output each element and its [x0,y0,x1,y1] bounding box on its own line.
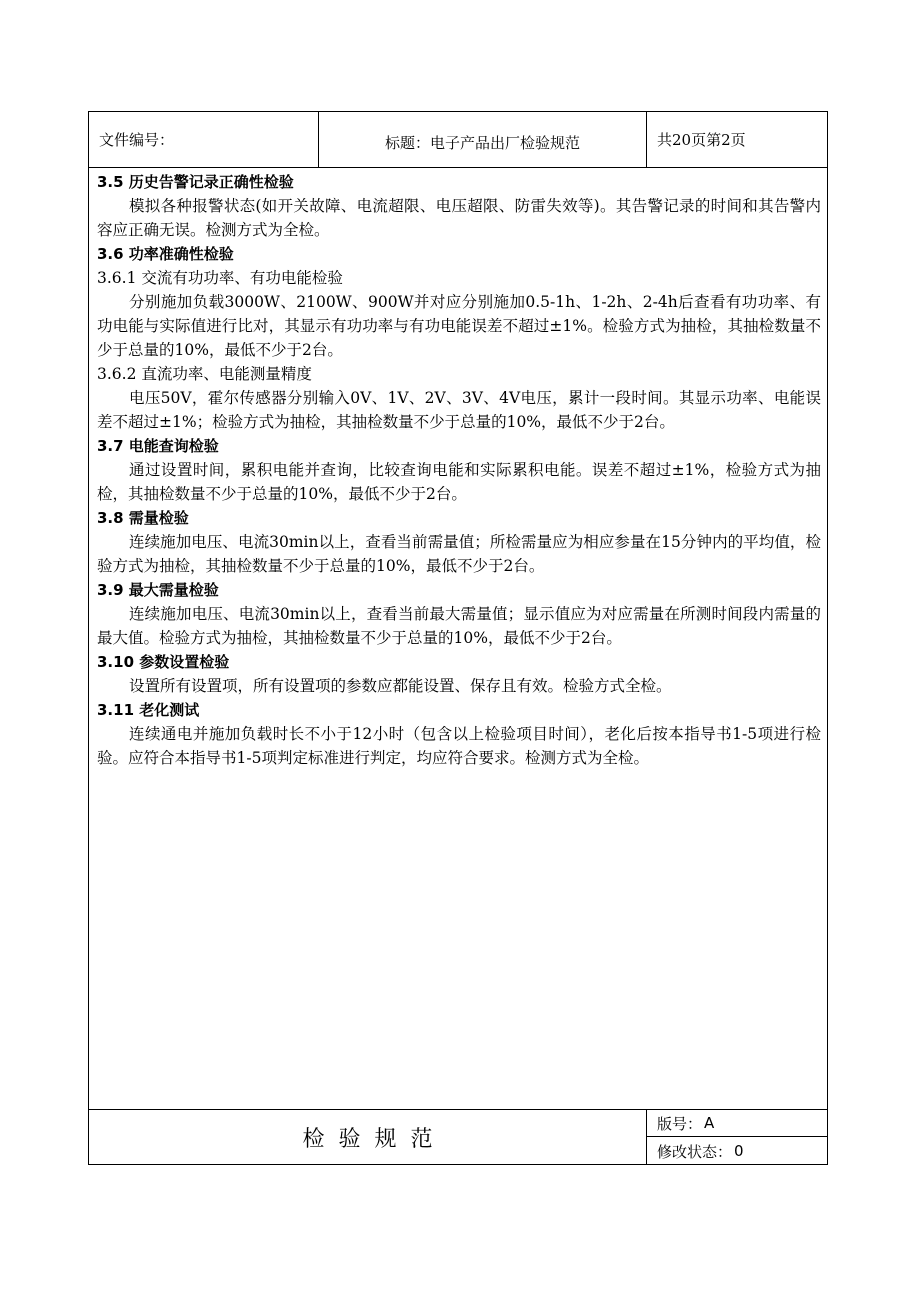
section-text-3-7: 通过设置时间，累积电能并查询，比较查询电能和实际累积电能。误差不超过±1%，检验方式为抽检，其抽检数量不少于总量的10%，最低不少于2台。 [97,461,821,503]
file-number-label: 文件编号： [99,131,175,149]
section-heading-3-10: 3.10 参数设置检验 [97,653,230,671]
section-heading-3-6: 3.6 功率准确性检验 [97,245,234,263]
subsection-text-3-6-1: 分别施加负载3000W、2100W、900W并对应分别施加0.5-1h、1-2h、2-4h后查看有功功率、有功电能与实际值进行比对，其显示有功功率与有功电能误差不超过±1%。检验方式为抽检，其抽检数量不少于总量的10%，最低不少于2台。 [97,293,821,359]
page-info: 共20页第2页 [657,131,746,149]
document-frame [88,111,828,1165]
section-heading-3-5: 3.5 历史告警记录正确性检验 [97,173,294,191]
footer-title: 检验规范 [302,1127,447,1152]
revision-cell [647,1137,827,1165]
document-footer [89,1109,827,1164]
section-heading-3-11: 3.11 老化测试 [97,701,200,719]
section-text-3-11: 连续通电并施加负载时长不小于12小时（包含以上检验项目时间），老化后按本指导书1-5项进行检验。应符合本指导书1-5项判定标准进行判定，均应符合要求。检测方式为全检。 [97,725,821,767]
version-cell [647,1110,827,1137]
document-title: 标题：电子产品出厂检验规范 [384,134,580,152]
version-label: 版号： [657,1114,703,1133]
section-heading-3-7: 3.7 电能查询检验 [97,437,219,455]
section-text-3-9: 连续施加电压、电流30min以上，查看当前最大需量值；显示值应为对应需量在所测时间段内需量的最大值。检验方式为抽检，其抽检数量不少于总量的10%，最低不少于2台。 [97,605,821,647]
section-text-3-5: 模拟各种报警状态(如开关故障、电流超限、电压超限、防雷失效等)。其告警记录的时间和其告警内容应正确无误。检测方式为全检。 [97,197,821,239]
revision-value: 0 [734,1142,744,1160]
version-value: A [704,1114,715,1132]
document-header [89,112,827,168]
section-text-3-10: 设置所有设置项，所有设置项的参数应都能设置、保存且有效。检验方式全检。 [129,677,672,695]
section-heading-3-9: 3.9 最大需量检验 [97,581,219,599]
subsection-text-3-6-2: 电压50V，霍尔传感器分别输入0V、1V、2V、3V、4V电压，累计一段时间。其显示功率、电能误差不超过±1%；检验方式为抽检，其抽检数量不少于总量的10%，最低不少于2台。 [97,389,821,431]
footer-title-cell [89,1110,647,1165]
section-text-3-8: 连续施加电压、电流30min以上，查看当前需量值；所检需量应为相应参量在15分钟内的平均值，检验方式为抽检，其抽检数量不少于总量的10%，最低不少于2台。 [97,533,821,575]
page-info-cell [647,112,827,167]
subsection-heading-3-6-2: 3.6.2 直流功率、电能测量精度 [97,365,312,383]
title-cell [319,112,647,167]
subsection-heading-3-6-1: 3.6.1 交流有功功率、有功电能检验 [97,269,343,287]
section-heading-3-8: 3.8 需量检验 [97,509,189,527]
file-number-cell [89,112,319,167]
revision-label: 修改状态： [657,1142,733,1161]
document-body [97,170,821,770]
